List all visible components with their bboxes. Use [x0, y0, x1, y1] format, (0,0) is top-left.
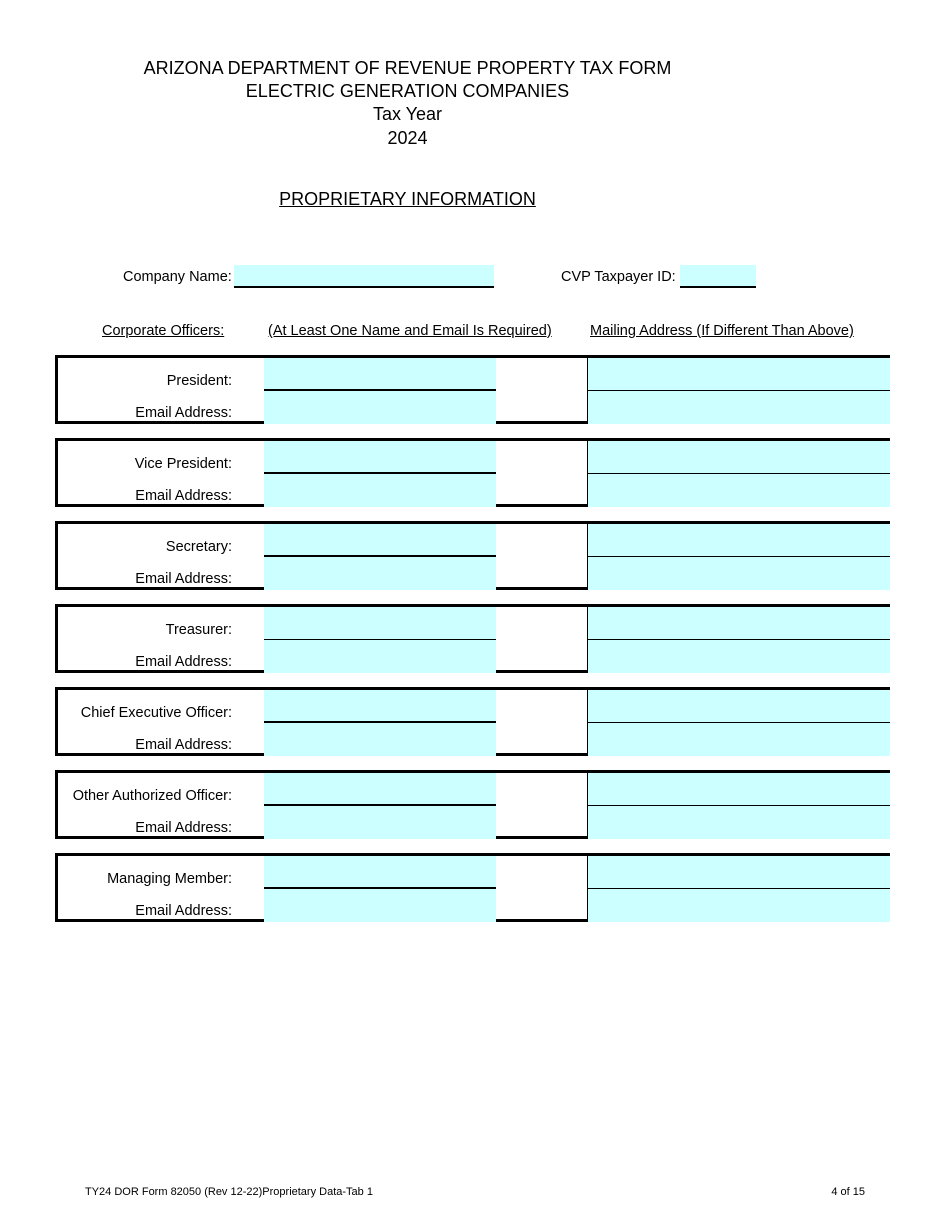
president-name-input[interactable] [264, 358, 496, 391]
secretary-mailing-address-line-2[interactable] [587, 557, 890, 590]
email-address-label: Email Address: [135, 488, 232, 504]
officer-block-other-authorized-officer [55, 770, 890, 839]
corporate-officers-heading: Corporate Officers: [102, 323, 225, 339]
officer-title-label: Treasurer: [165, 622, 232, 638]
ceo-mailing-address-line-1[interactable] [587, 690, 890, 723]
officer-block-treasurer [55, 604, 890, 673]
president-mailing-address-line-1[interactable] [587, 358, 890, 391]
form-header-line-2: ELECTRIC GENERATION COMPANIES [245, 81, 570, 101]
officer-block-managing-member [55, 853, 890, 922]
secretary-name-input[interactable] [264, 524, 496, 557]
managing-member-name-input[interactable] [264, 856, 496, 889]
company-name-input[interactable] [234, 265, 494, 288]
treasurer-name-input[interactable] [264, 607, 496, 640]
form-header-tax-year: 2024 [387, 128, 428, 148]
form-header-line-1: ARIZONA DEPARTMENT OF REVENUE PROPERTY TAX FORM [143, 58, 672, 78]
treasurer-mailing-address-line-1[interactable] [587, 607, 890, 640]
treasurer-email-input[interactable] [264, 640, 496, 673]
email-address-label: Email Address: [135, 820, 232, 836]
secretary-mailing-address-line-1[interactable] [587, 524, 890, 557]
officer-title-label: Other Authorized Officer: [72, 788, 232, 804]
email-address-label: Email Address: [135, 405, 232, 421]
email-address-label: Email Address: [135, 571, 232, 587]
president-email-input[interactable] [264, 391, 496, 424]
cvp-taxpayer-id-label: CVP Taxpayer ID: [561, 269, 676, 285]
form-header-tax-year-label: Tax Year [372, 104, 443, 124]
name-email-required-heading: (At Least One Name and Email Is Required) [268, 323, 552, 339]
managing-member-mailing-address-line-2[interactable] [587, 889, 890, 922]
secretary-email-input[interactable] [264, 557, 496, 590]
officer-title-label: President: [166, 373, 232, 389]
officer-block-chief-executive-officer [55, 687, 890, 756]
officer-title-label: Managing Member: [107, 871, 232, 887]
other-officer-email-input[interactable] [264, 806, 496, 839]
officer-block-president [55, 355, 890, 424]
vice-president-email-input[interactable] [264, 474, 496, 507]
section-title [0, 188, 815, 211]
vice-president-mailing-address-line-2[interactable] [587, 474, 890, 507]
other-officer-mailing-address-line-2[interactable] [587, 806, 890, 839]
footer-form-id: TY24 DOR Form 82050 (Rev 12-22)Proprietary Data-Tab 1 [85, 1186, 373, 1198]
company-name-label: Company Name: [123, 269, 232, 285]
other-officer-name-input[interactable] [264, 773, 496, 806]
ceo-email-input[interactable] [264, 723, 496, 756]
president-mailing-address-line-2[interactable] [587, 391, 890, 424]
vice-president-mailing-address-line-1[interactable] [587, 441, 890, 474]
mailing-address-heading: Mailing Address (If Different Than Above) [590, 323, 854, 339]
ceo-mailing-address-line-2[interactable] [587, 723, 890, 756]
section-title-text: PROPRIETARY INFORMATION [279, 189, 536, 209]
other-officer-mailing-address-line-1[interactable] [587, 773, 890, 806]
officer-block-vice-president [55, 438, 890, 507]
ceo-name-input[interactable] [264, 690, 496, 723]
officer-title-label: Secretary: [165, 539, 232, 555]
treasurer-mailing-address-line-2[interactable] [587, 640, 890, 673]
vice-president-name-input[interactable] [264, 441, 496, 474]
managing-member-mailing-address-line-1[interactable] [587, 856, 890, 889]
officer-block-secretary [55, 521, 890, 590]
officer-title-label: Vice President: [134, 456, 232, 472]
email-address-label: Email Address: [135, 654, 232, 670]
officer-title-label: Chief Executive Officer: [80, 705, 232, 721]
email-address-label: Email Address: [135, 737, 232, 753]
email-address-label: Email Address: [135, 903, 232, 919]
cvp-taxpayer-id-input[interactable] [680, 265, 756, 288]
footer-page-number: 4 of 15 [831, 1186, 865, 1198]
managing-member-email-input[interactable] [264, 889, 496, 922]
